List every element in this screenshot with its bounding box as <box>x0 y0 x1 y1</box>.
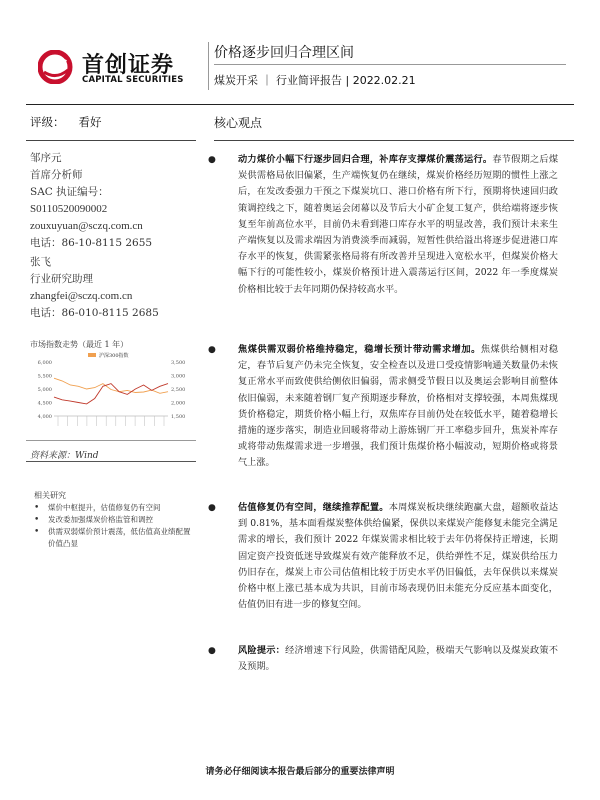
y-right-tick-label: 3,000 <box>171 373 186 380</box>
legal-footer: 请务必仔细阅读本报告最后部分的重要法律声明 <box>205 767 395 777</box>
rating-value: 看好 <box>78 115 102 129</box>
analyst-card <box>30 150 200 252</box>
chart-source: 资料来源：Wind <box>30 451 99 461</box>
bullet-icon: ● <box>208 345 216 355</box>
series-line <box>54 384 168 404</box>
chart-rule <box>26 440 196 441</box>
y-right-tick-label: 3,500 <box>171 360 186 366</box>
related-research-title: 相关研究 <box>34 491 66 500</box>
legend-label: 沪深300指数 <box>99 353 129 359</box>
point-text: 春节假期之后煤炭供需格局依旧偏紧，生产端恢复仍在继续，煤炭价格经历短期的惯性上涨之后，在发改委强力干预之下煤炭坑口、港口价格有所下行，预期将快速回归政策调控线之下，随着奥运会闭幕以及节后大小矿企复工复产，供给端将逐步恢复至年前高位水平，目前仍未看到港口库存水平的明显改善，我们预计未来生产端恢复以及需求端因为消费淡季而减弱，短暂性供给溢出将逐步促进港口库存水平的恢复，供需紧张格局将有所改善并呈现进入宽松水平，但煤炭价格大幅下行的可能性较小，煤炭价格预计进入震荡运行区间，2022 年一季度煤炭价格相比较于去年同期仍保持较高水平。 <box>238 154 559 295</box>
point-head: 动力煤价小幅下行逐步回归合理，补库存支撑煤价震荡运行。 <box>238 154 493 165</box>
point-head: 风险提示： <box>238 645 286 656</box>
related-item[interactable]: • 煤价中枢提升，估值修复仍有空间 <box>34 503 161 513</box>
related-item[interactable]: • 发改委加强煤炭价格监管和调控 <box>34 515 153 525</box>
bullet-icon: ● <box>208 646 216 656</box>
core-point <box>208 152 558 298</box>
y-left-tick-label: 5,500 <box>37 373 52 380</box>
analyst-role: 行业研究助理 <box>30 273 93 285</box>
analyst-role: 首席分析师 <box>30 169 83 181</box>
rating-row <box>30 114 116 130</box>
market-index-chart <box>30 350 192 435</box>
rating-label: 评级： <box>30 115 65 129</box>
bullet-icon: ● <box>208 503 216 513</box>
y-left-tick-label: 4,500 <box>37 400 52 407</box>
analyst-cert-label: SAC 执证编号： <box>30 186 109 198</box>
y-right-tick-label: 1,500 <box>171 414 186 420</box>
analyst-phone: 电话：86-010-8115 2685 <box>30 307 159 319</box>
y-right-tick-label: 2,000 <box>171 400 186 407</box>
analyst-email[interactable]: zouxuyuan@sczq.com.cn <box>30 220 143 232</box>
chart-title: 市场指数走势（最近 1 年） <box>30 340 129 349</box>
core-point <box>208 500 558 613</box>
logo-text-cn: 首创证券 <box>82 53 175 78</box>
core-views-title: 核心观点 <box>214 116 263 130</box>
analyst-cert: S0110520090002 <box>30 203 108 215</box>
report-meta: 煤炭开采 ｜ 行业简评报告 | 2022.02.21 <box>214 74 416 87</box>
header-divider <box>208 42 209 90</box>
top-rule <box>26 104 574 105</box>
related-item[interactable]: • 供需双弱煤价预计震荡，低估值高业绩配置价值凸显 <box>34 527 191 548</box>
y-right-tick-label: 2,500 <box>171 387 186 393</box>
analyst-name: 张飞 <box>30 256 51 268</box>
logo-mark-icon <box>38 50 74 84</box>
analyst-email[interactable]: zhangfei@sczq.com.cn <box>30 290 133 302</box>
left-rule <box>26 140 196 141</box>
series-line <box>54 378 168 393</box>
y-left-tick-label: 5,000 <box>37 387 52 393</box>
bullet-icon: ● <box>208 155 216 165</box>
analyst-name: 邹序元 <box>30 152 62 164</box>
company-logo <box>38 48 198 86</box>
core-point <box>208 342 558 472</box>
source-rule <box>26 461 196 462</box>
point-text: 本周煤炭板块继续跑赢大盘，超额收益达到 0.81%，基本面看煤炭整体供给偏紧，保供以来煤炭产能修复未能完全满足需求的增长，我们预计 2022 年煤炭需求相比较于去年仍将保持正增速，长期固定资产投资低迷导致煤炭有效产能释放不足，供给弹性不足，煤炭供给压力仍旧存在，煤炭上市公司估值相比较于历史水平仍旧偏低，去年保供以来煤炭价格中枢上涨已基本成为共识，目前市场表现仍旧未能充分反应基本面变化，估值仍旧有进一步的修复空间。 <box>238 502 559 611</box>
point-text: 经济增速下行风险，供需错配风险，极端天气影响以及煤炭政策不及预期。 <box>238 645 558 673</box>
point-text: 焦煤供给侧相对稳定，春节后复产仍未完全恢复，安全检查以及进口受疫情影响通关数量仍未恢复正常水平而致使供给侧依旧偏弱，需求侧受节假日以及奥运会影响目前整体依旧偏弱，未来随着钢厂复产预期逐步释放，价格相对支撑较强，本周焦煤现货价格稳定，期货价格小幅上行，双焦库存目前仍处在较低水平，随着稳增长措施的逐步落实，制造业回暖将带动上游炼钢厂开工率稳步回升，焦炭补库存或将带动焦煤需求进一步增强，我们预计焦煤价格小幅波动，短期价格或将景气上涨。 <box>238 344 559 469</box>
legend-swatch <box>88 353 96 357</box>
point-head: 焦煤供需双弱价格维持稳定，稳增长预计带动需求增加。 <box>238 344 481 355</box>
logo-text-en: CAPITAL SECURITIES <box>82 75 184 85</box>
header-line <box>214 64 566 65</box>
point-head: 估值修复仍有空间，继续推荐配置。 <box>238 502 389 513</box>
bullet-icon: • <box>34 527 40 537</box>
analyst-card <box>30 254 200 322</box>
bullet-icon: • <box>34 515 40 525</box>
core-point <box>208 643 558 675</box>
bullet-icon: • <box>34 503 40 513</box>
analyst-phone: 电话：86-10-8115 2655 <box>30 237 153 249</box>
related-research-list <box>34 502 194 550</box>
report-title: 价格逐步回归合理区间 <box>214 45 354 61</box>
y-left-tick-label: 6,000 <box>37 360 52 366</box>
y-left-tick-label: 4,000 <box>37 414 52 420</box>
core-rule <box>214 140 574 141</box>
